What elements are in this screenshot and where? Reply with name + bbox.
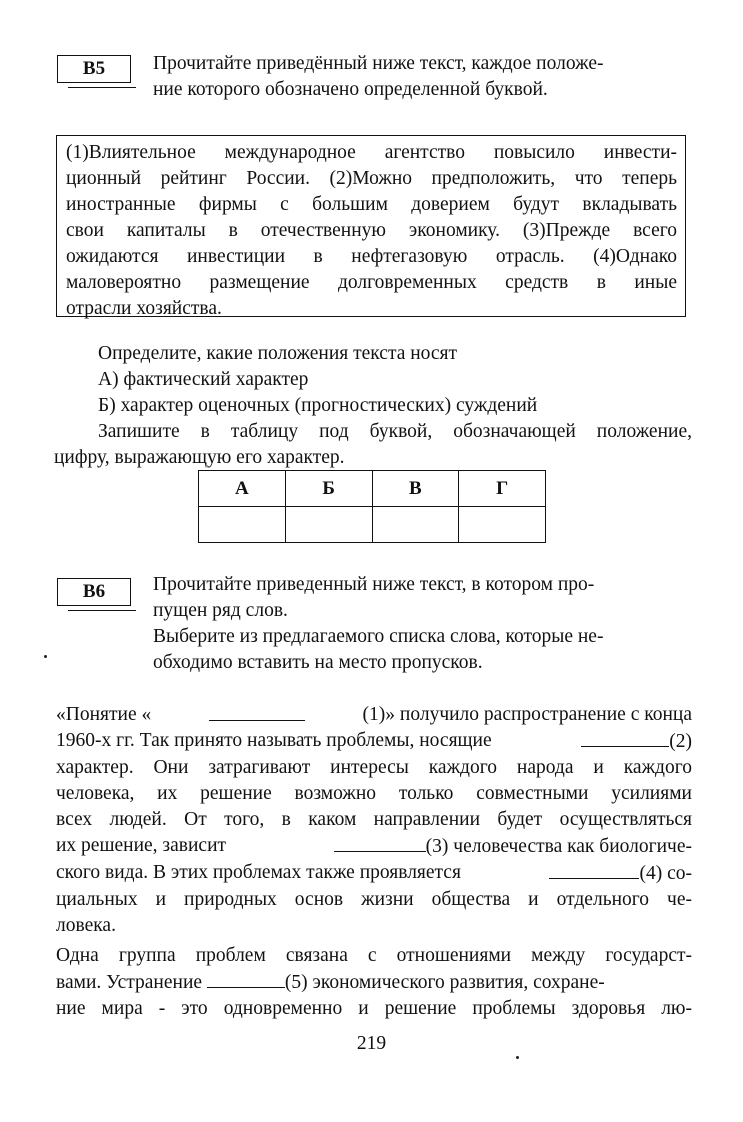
b5-box-line-5: ожидаются инвестиции в нефтегазовую отрасль. (4)Однако bbox=[66, 246, 677, 267]
b6-instruction bbox=[153, 572, 683, 676]
passage-line-1a: «Понятие « bbox=[56, 704, 152, 725]
b5-instruction-line-1: Прочитайте приведённый ниже текст, каждое положе- bbox=[153, 53, 604, 74]
b5-box-line-7: отрасли хозяйства. bbox=[66, 298, 222, 319]
answer-header-g: Г bbox=[459, 471, 546, 507]
answer-cell-g[interactable] bbox=[459, 507, 546, 543]
b5-answer-table bbox=[198, 470, 546, 543]
passage-line-4: человека, их решение возможно только совместными усилиями bbox=[56, 783, 692, 804]
blank-5[interactable] bbox=[207, 969, 285, 988]
task-label-b5-text: В5 bbox=[82, 58, 106, 79]
passage-line-2 bbox=[56, 728, 692, 755]
passage-line-6 bbox=[56, 833, 692, 860]
blank-1[interactable] bbox=[209, 702, 305, 721]
passage-line-5: всех людей. От того, в каком направлении будет осуществляться bbox=[56, 809, 692, 830]
passage-line-6b: (3) человечества как биологиче- bbox=[425, 836, 692, 857]
b5-box-line-1: (1)Влиятельное международное агентство повысило инвести- bbox=[66, 142, 677, 163]
passage-line-1b: (1)» получило распространение с конца bbox=[362, 704, 692, 725]
b5-box-line-4: свои капиталы в отечественную экономику. (3)Прежде всего bbox=[66, 220, 677, 241]
passage-line-10: Одна группа проблем связана с отношениями между государст- bbox=[56, 945, 692, 966]
answer-cell-b[interactable] bbox=[285, 507, 372, 543]
b5-question-option-b: Б) характер оценочных (прогностических) суждений bbox=[98, 395, 538, 416]
blank-4[interactable] bbox=[549, 860, 639, 879]
answer-header-v: В bbox=[372, 471, 459, 507]
b6-paragraph-2 bbox=[56, 943, 692, 1022]
answer-cell-v[interactable] bbox=[372, 507, 459, 543]
passage-line-7 bbox=[56, 860, 692, 887]
b5-instruction bbox=[153, 51, 693, 103]
passage-line-11b: (5) экономического развития, сохране- bbox=[284, 972, 605, 993]
passage-line-11a: вами. Устранение bbox=[56, 972, 203, 993]
passage-line-7b: (4) со- bbox=[639, 863, 692, 884]
blank-3[interactable] bbox=[334, 833, 426, 852]
answer-cell-a[interactable] bbox=[199, 507, 286, 543]
b6-instruction-line-3: Выберите из предлагаемого списка слова, которые не- bbox=[153, 626, 604, 647]
b5-questions bbox=[56, 341, 692, 471]
b6-instruction-line-4: обходимо вставить на место пропусков. bbox=[153, 652, 483, 673]
passage-line-11 bbox=[56, 969, 692, 996]
b6-passage bbox=[56, 702, 692, 1022]
b6-instruction-line-2: пущен ряд слов. bbox=[153, 600, 288, 621]
passage-line-7a: ского вида. В этих проблемах также проявляется bbox=[56, 862, 461, 883]
task-label-b6-text: В6 bbox=[82, 581, 106, 602]
b6-paragraph-1 bbox=[56, 702, 692, 939]
passage-line-8: циальных и природных основ жизни общества и отдельного че- bbox=[56, 889, 692, 910]
b5-question-option-a: А) фактический характер bbox=[98, 369, 309, 390]
passage-line-9: ловека. bbox=[56, 915, 116, 936]
blank-2[interactable] bbox=[581, 728, 669, 747]
scan-speck bbox=[516, 1056, 519, 1059]
b5-box-line-2: ционный рейтинг России. (2)Можно предположить, что теперь bbox=[66, 168, 677, 189]
b6-instruction-line-1: Прочитайте приведенный ниже текст, в котором про- bbox=[153, 574, 595, 595]
b5-box-line-3: иностранные фирмы с большим доверием будут вкладывать bbox=[66, 194, 677, 215]
answer-header-a: А bbox=[199, 471, 286, 507]
b5-text-box bbox=[56, 135, 686, 317]
blank-3-group bbox=[334, 833, 692, 860]
b5-instruction-line-2: ние которого обозначено определенной буквой. bbox=[153, 79, 548, 100]
b5-question-line-4: Запишите в таблицу под буквой, обозначающей положение, bbox=[98, 421, 692, 442]
answer-table-input-row bbox=[199, 507, 546, 543]
answer-table-header-row bbox=[199, 471, 546, 507]
passage-line-3: характер. Они затрагивают интересы каждого народа и каждого bbox=[56, 757, 692, 778]
passage-line-1 bbox=[56, 702, 692, 728]
b5-question-line-5: цифру, выражающую его характер. bbox=[54, 447, 345, 468]
b5-question-line-1: Определите, какие положения текста носят bbox=[98, 343, 458, 364]
passage-line-11-left bbox=[56, 969, 605, 996]
passage-line-2a: 1960-х гг. Так принято называть проблемы, носящие bbox=[56, 730, 492, 751]
b5-box-line-6: маловероятно размещение долговременных средств в иные bbox=[66, 272, 677, 293]
passage-line-12: ние мира - это одновременно и решение проблемы здоровья лю- bbox=[56, 998, 692, 1019]
task-label-b6 bbox=[57, 578, 131, 606]
passage-line-2b: (2) bbox=[669, 731, 692, 752]
answer-header-b: Б bbox=[285, 471, 372, 507]
task-label-b5 bbox=[57, 55, 131, 83]
blank-4-group bbox=[549, 860, 692, 887]
page-number: 219 bbox=[356, 1033, 387, 1054]
passage-line-6a: их решение, зависит bbox=[56, 835, 227, 856]
scan-speck bbox=[44, 655, 47, 658]
blank-2-group bbox=[581, 728, 692, 755]
